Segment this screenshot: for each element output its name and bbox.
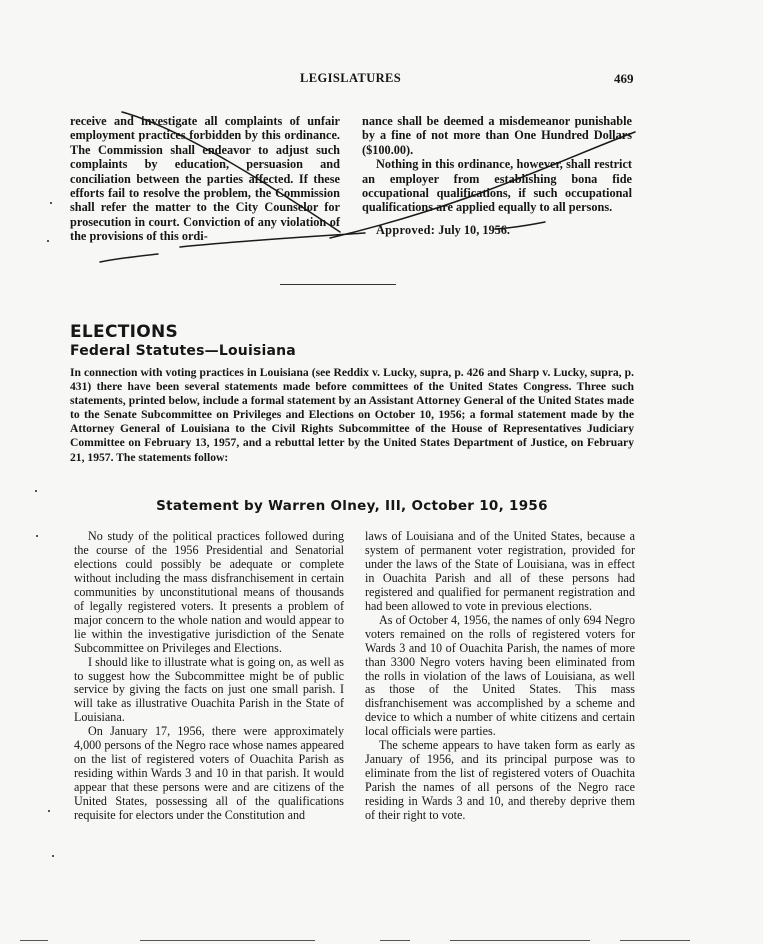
strike-line-tail xyxy=(100,254,158,262)
ordinance-right-p2: Nothing in this ordinance, however, shall restrict an employer from establishing bona fide occupational qualifications, if such occupational qualifications are applied equally to all persons. xyxy=(362,157,632,215)
bottom-edge-mark xyxy=(140,940,315,941)
scan-speck xyxy=(47,240,49,242)
ordinance-left-text: receive and investigate all complaints of unfair employment practices forbidden by this ordinance. The Commission shall endeavor to adjust such complaints by education, persuasion and conciliation between the parties affected. If these efforts fail to resolve the problem, the Commission shall refer the matter to the City Counselor for prosecution in court. Conviction of any violation of the provisions of this ordi- xyxy=(70,114,340,244)
statement-right-p1: laws of Louisiana and of the United States, because a system of permanent voter registration, provided for under the laws of the State of Louisiana, was in effect in Ouachita Parish and all of these persons had registered and qualified for permanent registration and had been allowed to vote in previous elections. xyxy=(365,529,635,613)
scan-speck xyxy=(50,202,52,204)
statement-left-p3: On January 17, 1956, there were approximately 4,000 persons of the Negro race whose names appeared on the list of registered voters of Ouachita Parish as residing within Wards 3 and 10 in that parish. It would appear that these persons were and are citizens of the United States, possessing all of the qualifications requisite for electors under the Constitution and xyxy=(74,724,344,823)
section-divider xyxy=(280,284,396,285)
statement-right-column xyxy=(365,530,635,823)
scan-speck xyxy=(36,535,38,537)
ordinance-right-p1: nance shall be deemed a misdemeanor punishable by a fine of not more than One Hundred Dollars ($100.00). xyxy=(362,114,632,157)
statement-left-p1: No study of the political practices followed during the course of the 1956 Presidential and Senatorial elections could possibly be adequate or complete without including the mass disfranchisement in certain communities by unconstitutional means of thousands of legally registered voters. It presents a problem of major concern to the whole nation and would appear to lie within the investigative jurisdiction of the Senate Subcommittee on Privileges and Elections. xyxy=(74,529,344,655)
approved-line xyxy=(362,223,632,237)
bottom-edge-mark xyxy=(620,940,690,941)
scan-speck xyxy=(52,855,54,857)
statement-left-p2: I should like to illustrate what is going on, as well as to suggest how the Subcommittee might be of public service by giving the facts on just one small parish. I will take as illustrative Ouachita Parish in the State of Louisiana. xyxy=(74,654,344,725)
ordinance-right-column xyxy=(362,114,632,237)
ordinance-left-column xyxy=(70,114,340,244)
statement-title: Statement by Warren Olney, III, October 10, 1956 xyxy=(156,498,548,514)
statement-right-p3: The scheme appears to have taken form as early as January of 1956, and its principal purpose was to eliminate from the list of registered voters of Ouachita Parish the names of all persons of the Negro race residing in Wards 3 and 10, and thereby deprive them of their right to vote. xyxy=(365,738,635,823)
section-title: ELECTIONS xyxy=(70,322,179,342)
statement-right-p2: As of October 4, 1956, the names of only 694 Negro voters remained on the rolls of registered voters for Wards 3 and 10 of Ouachita Parish, the names of more than 3300 Negro voters having been eliminated from the rolls in violation of the laws of Louisiana, as well as those of the United States. This mass disfranchisement was accomplished by a scheme and device to which a number of white citizens and certain local officials were parties. xyxy=(365,612,635,739)
bottom-edge-mark xyxy=(450,940,590,941)
scan-speck xyxy=(48,810,50,812)
section-intro: In connection with voting practices in Louisiana (see Reddix v. Lucky, supra, p. 426 and Sharp v. Lucky, supra, p. 431) there have been several statements made before committees of the United States Congress. Three such statements, printed below, include a formal statement by an Assistant Attorney General of the United States made to the Senate Subcommittee on Privileges and Elections on October 10, 1956; a formal statement made by the Attorney General of Louisiana to the Civil Rights Subcommittee of the House of Representatives Judiciary Committee on February 13, 1957, and a rebuttal letter by the United States Department of Justice, on February 21, 1957. The statements follow: xyxy=(70,366,634,464)
running-header: LEGISLATURES xyxy=(300,71,402,85)
approved-label: Approved: xyxy=(376,222,436,237)
section-subtitle: Federal Statutes—Louisiana xyxy=(70,343,296,359)
approved-date: July 10, 1956. xyxy=(438,222,511,237)
bottom-edge-mark xyxy=(20,940,48,941)
statement-left-column xyxy=(74,530,344,823)
scan-speck xyxy=(35,490,37,492)
bottom-edge-mark xyxy=(380,940,410,941)
page-number: 469 xyxy=(614,71,634,86)
